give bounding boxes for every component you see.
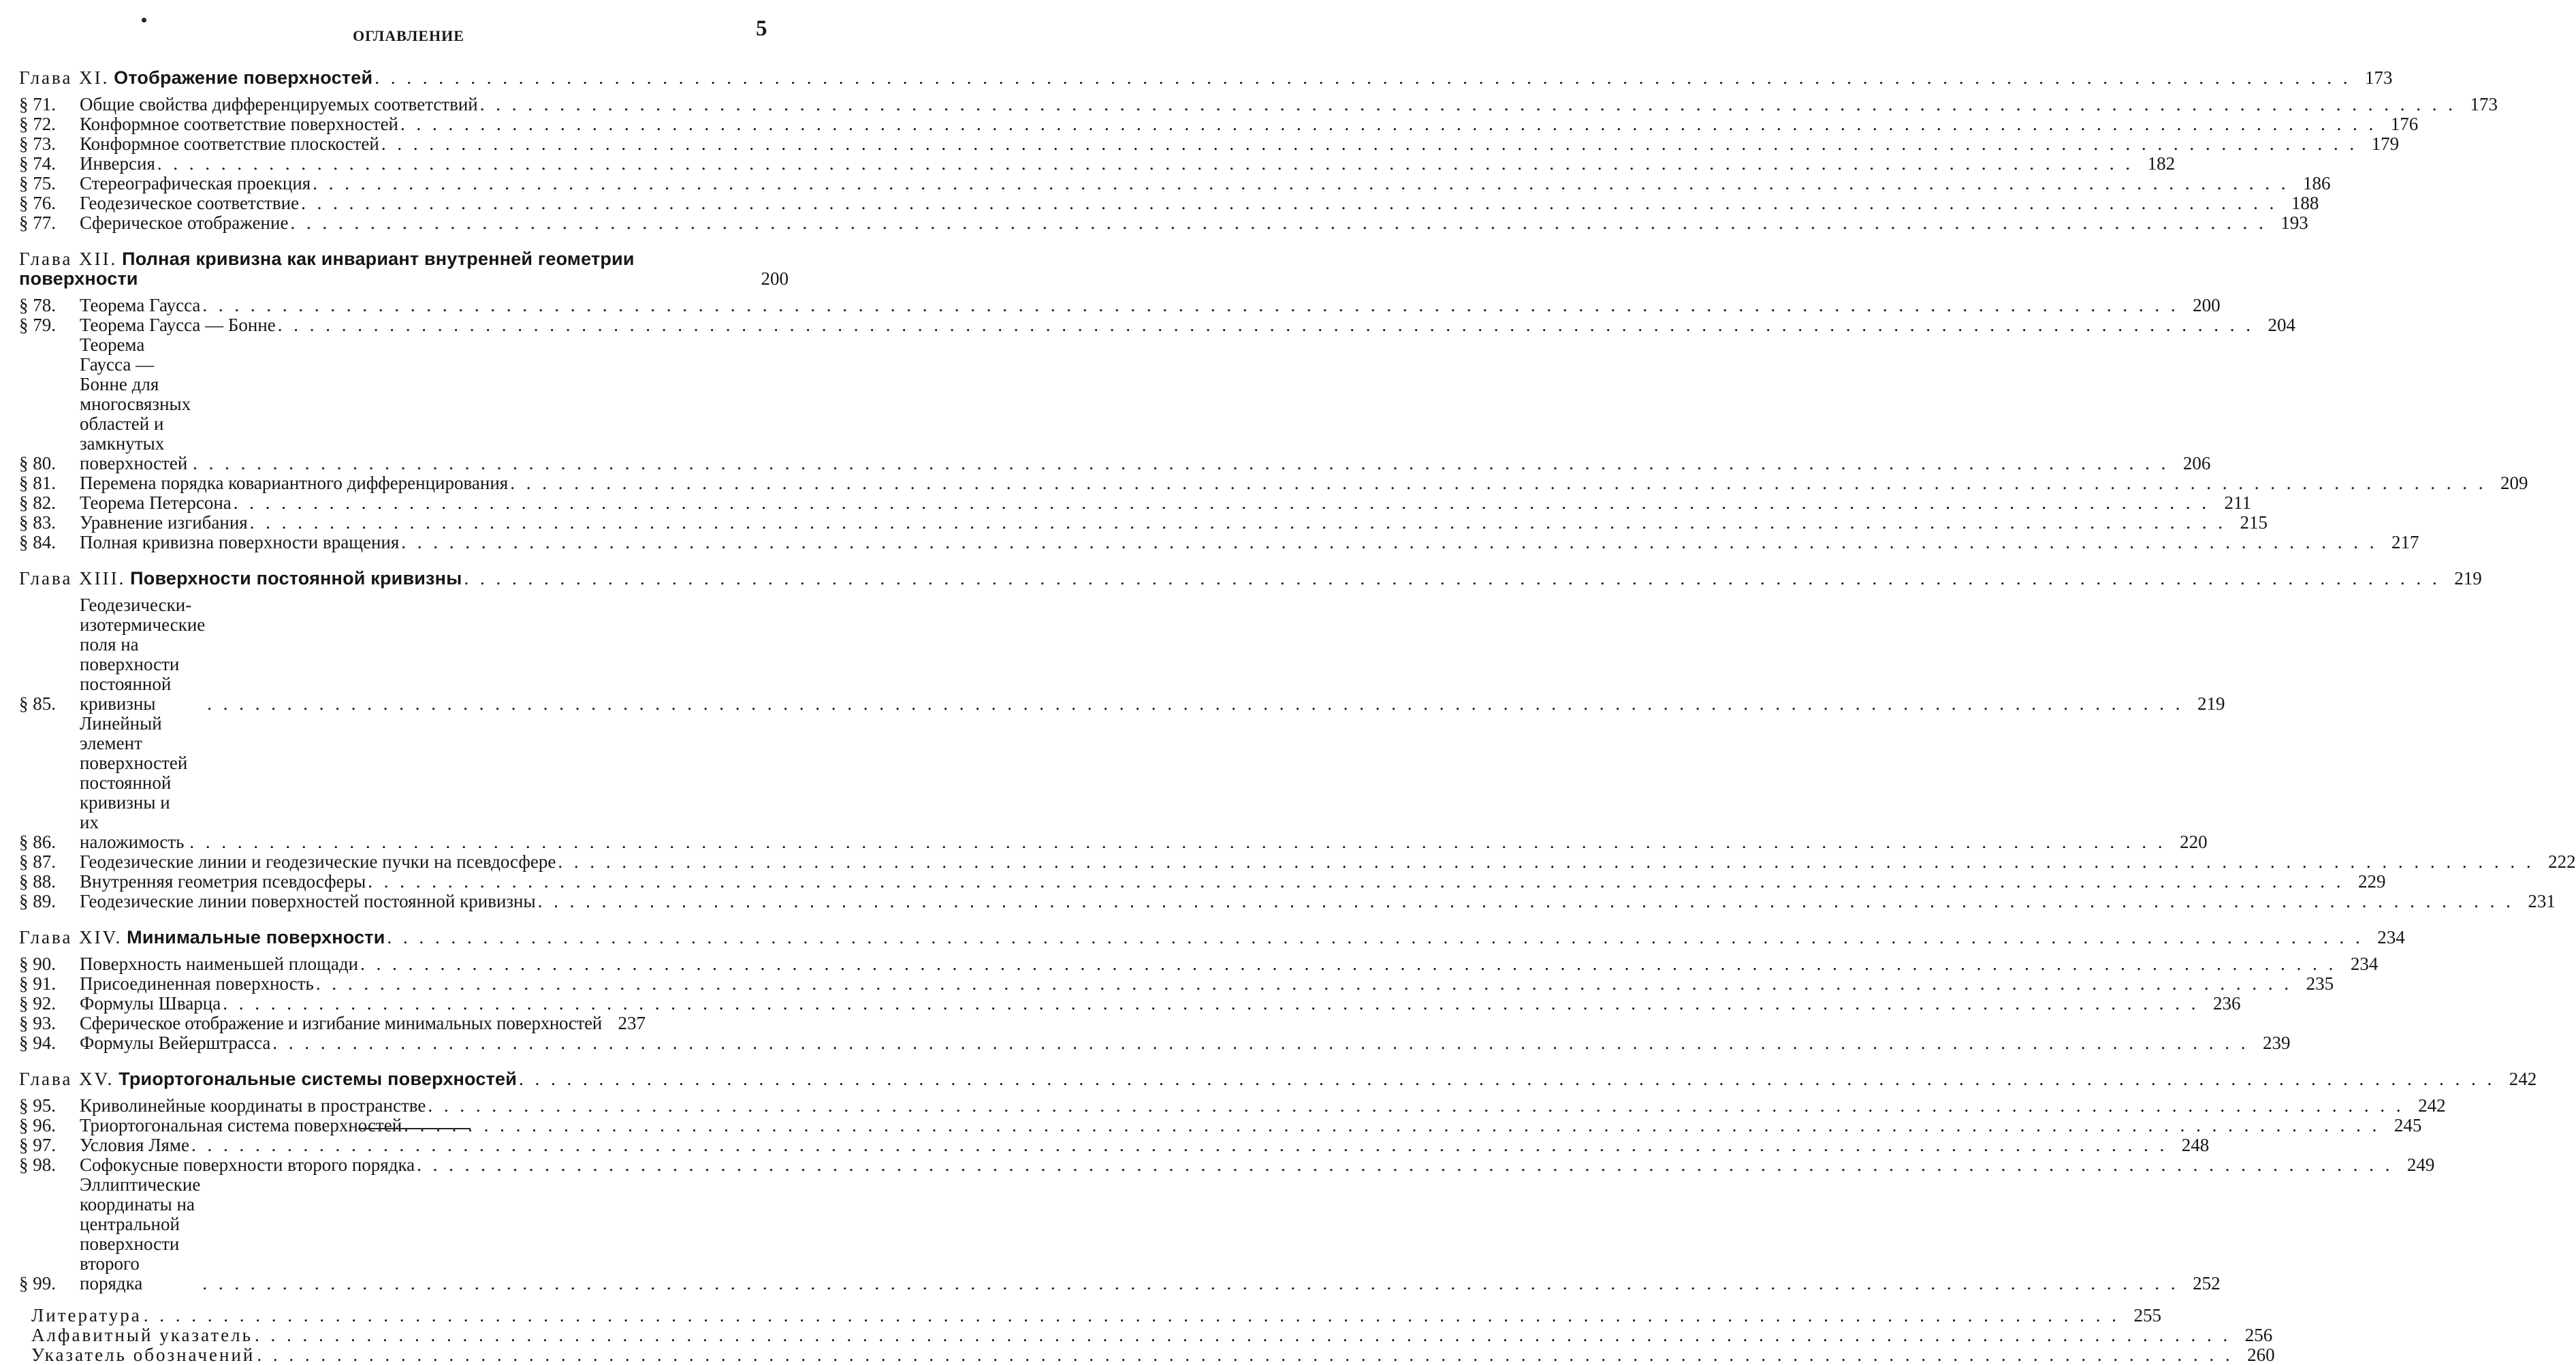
- section-title: Уравнение изгибания: [80, 513, 248, 533]
- table-of-contents: [19, 68, 789, 1365]
- section-title: Условия Ляме: [80, 1135, 189, 1155]
- dot-leader: [538, 892, 2514, 911]
- chapter-12: [19, 249, 789, 552]
- section-page: 248: [2169, 1135, 2209, 1155]
- chapter-page: 242: [2497, 1069, 2537, 1089]
- chapter-heading[interactable]: [19, 68, 789, 88]
- section-page: 235: [2294, 974, 2334, 994]
- toc-entry[interactable]: [19, 335, 789, 473]
- section-page: 252: [2181, 1274, 2221, 1293]
- chapter-label: Глава XI.: [19, 67, 109, 88]
- chapter-label: Глава XIII.: [19, 568, 125, 589]
- toc-entry[interactable]: [19, 954, 789, 974]
- chapter-11: [19, 68, 789, 233]
- dot-leader: [381, 134, 2357, 154]
- section-number: § 98.: [19, 1155, 80, 1175]
- section-number: § 86.: [19, 832, 80, 852]
- back-matter-page: 255: [2122, 1306, 2161, 1325]
- section-title: Геодезические линии и геодезические пучки на псевдосфере: [80, 852, 556, 872]
- dot-leader: [313, 174, 2289, 193]
- dot-leader: [368, 872, 2344, 892]
- section-title: Конформное соответствие плоскостей: [80, 134, 379, 154]
- dot-leader: [250, 513, 2226, 533]
- dot-leader: [290, 213, 2266, 233]
- section-title: Общие свойства дифференцируемых соответствий: [80, 95, 478, 114]
- dot-leader: [360, 954, 2336, 974]
- section-page: 188: [2279, 193, 2319, 213]
- section-title: Геодезические линии поверхностей постоянной кривизны: [80, 892, 536, 911]
- dot-leader: [272, 1033, 2248, 1053]
- toc-entry[interactable]: [19, 473, 789, 493]
- back-matter-title: Литература: [19, 1306, 142, 1325]
- section-title: Полная кривизна поверхности вращения: [80, 533, 399, 552]
- back-matter-title: Указатель обозначений: [19, 1345, 255, 1365]
- toc-entry[interactable]: [19, 595, 789, 714]
- section-page: 217: [2380, 533, 2419, 552]
- section-page: 237: [606, 1014, 646, 1033]
- section-number: § 78.: [19, 296, 80, 315]
- section-title: Теорема Гаусса: [80, 296, 200, 315]
- chapter-title: Поверхности постоянной кривизны: [130, 568, 462, 589]
- section-page: 182: [2135, 154, 2175, 174]
- section-number: § 74.: [19, 154, 80, 174]
- section-page: 242: [2406, 1096, 2446, 1116]
- toc-entry[interactable]: [19, 533, 789, 552]
- section-page: 239: [2251, 1033, 2291, 1053]
- section-number: § 76.: [19, 193, 80, 213]
- section-title: Криволинейные координаты в пространстве: [80, 1096, 426, 1116]
- section-title: Конформное соответствие поверхностей: [80, 114, 398, 134]
- dot-leader: [193, 454, 2169, 473]
- dot-leader: [375, 68, 2351, 88]
- dot-leader: [519, 1069, 2495, 1089]
- page-header: ОГЛАВЛЕНИЕ: [0, 27, 817, 45]
- dot-leader: [255, 1325, 2231, 1345]
- section-title: Формулы Шварца: [80, 994, 221, 1014]
- toc-entry[interactable]: [19, 994, 789, 1014]
- section-title: Эллиптические координаты на центральной поверхности второго порядка: [80, 1175, 200, 1293]
- dot-leader: [202, 1274, 2178, 1293]
- section-title: Перемена порядка ковариантного дифференцирования: [80, 473, 508, 493]
- toc-entry[interactable]: [19, 1135, 789, 1155]
- section-title: Софокусные поверхности второго порядка: [80, 1155, 415, 1175]
- section-number: § 92.: [19, 994, 80, 1014]
- section-number: § 87.: [19, 852, 80, 872]
- section-page: 234: [2338, 954, 2378, 974]
- section-title: Сферическое отображение и изгибание минимальных поверхностей: [80, 1014, 602, 1033]
- section-number: § 85.: [19, 694, 80, 714]
- dot-leader: [387, 928, 2364, 947]
- chapter-heading[interactable]: [19, 928, 789, 947]
- dot-leader: [480, 95, 2456, 114]
- chapter-14: [19, 928, 789, 1053]
- section-number: § 72.: [19, 114, 80, 134]
- section-title: Формулы Вейерштрасса: [80, 1033, 270, 1053]
- chapter-page: 219: [2443, 569, 2482, 589]
- toc-entry[interactable]: [19, 134, 789, 154]
- dot-leader: [257, 1345, 2233, 1365]
- section-title: Теорема Гаусса — Бонне для многосвязных областей и замкнутых поверхностей: [80, 335, 191, 473]
- section-number: § 71.: [19, 95, 80, 114]
- section-title: Геодезическое соответствие: [80, 193, 299, 213]
- section-page: 215: [2228, 513, 2268, 533]
- section-number: § 94.: [19, 1033, 80, 1053]
- dot-leader: [202, 296, 2178, 315]
- toc-entry[interactable]: [19, 174, 789, 193]
- print-speck: [142, 18, 146, 22]
- chapter-15: [19, 1069, 789, 1293]
- toc-entry[interactable]: [19, 193, 789, 213]
- section-number: § 93.: [19, 1014, 80, 1033]
- toc-entry[interactable]: [19, 974, 789, 994]
- page-number: 5: [756, 16, 767, 42]
- dot-leader: [189, 832, 2165, 852]
- section-number: § 73.: [19, 134, 80, 154]
- chapter-heading[interactable]: [19, 569, 789, 589]
- chapter-page: 200: [749, 269, 789, 289]
- back-matter-page: 256: [2233, 1325, 2272, 1345]
- chapter-title: Триортогональные системы поверхностей: [118, 1069, 517, 1089]
- section-title: Инверсия: [80, 154, 155, 174]
- section-number: § 89.: [19, 892, 80, 911]
- chapter-title: Минимальные поверхности: [127, 927, 385, 947]
- dot-leader: [278, 315, 2254, 335]
- chapter-label: Глава XV.: [19, 1069, 114, 1089]
- chapter-heading[interactable]: [19, 1069, 789, 1089]
- chapter-page: 173: [2353, 68, 2393, 88]
- section-number: § 83.: [19, 513, 80, 533]
- section-number: § 77.: [19, 213, 80, 233]
- dot-leader: [510, 473, 2486, 493]
- section-number: § 95.: [19, 1096, 80, 1116]
- section-title: Линейный элемент поверхностей постоянной кривизны и их наложимость: [80, 714, 187, 852]
- section-page: 249: [2395, 1155, 2434, 1175]
- toc-entry[interactable]: [19, 892, 789, 911]
- chapter-page: 234: [2366, 928, 2405, 947]
- section-page: 176: [2379, 114, 2418, 134]
- section-page: 245: [2382, 1116, 2421, 1135]
- dot-leader: [428, 1096, 2404, 1116]
- toc-entry[interactable]: [19, 114, 789, 134]
- section-number: § 81.: [19, 473, 80, 493]
- section-number: § 82.: [19, 493, 80, 513]
- toc-entry[interactable]: [19, 296, 789, 315]
- section-number: § 75.: [19, 174, 80, 193]
- section-page: 206: [2171, 454, 2210, 473]
- section-title: Стереографическая проекция: [80, 174, 311, 193]
- dot-leader: [157, 154, 2133, 174]
- dot-leader: [417, 1155, 2393, 1175]
- section-title: Присоединенная поверхность: [80, 974, 314, 994]
- dot-leader: [144, 1306, 2120, 1325]
- page: [0, 0, 817, 1301]
- dot-leader: [404, 1116, 2380, 1135]
- section-number: § 96.: [19, 1116, 80, 1135]
- section-page: 173: [2458, 95, 2498, 114]
- section-number: § 84.: [19, 533, 80, 552]
- toc-entry[interactable]: [19, 95, 789, 114]
- section-title: Поверхность наименьшей площади: [80, 954, 358, 974]
- chapter-title: Полная кривизна как инвариант внутренней геометрии поверхности: [19, 249, 635, 289]
- section-number: § 99.: [19, 1274, 80, 1293]
- dot-leader: [223, 994, 2199, 1014]
- section-page: 193: [2269, 213, 2308, 233]
- dot-leader: [400, 114, 2376, 134]
- section-page: 209: [2488, 473, 2528, 493]
- toc-entry[interactable]: [19, 1175, 789, 1293]
- section-number: § 91.: [19, 974, 80, 994]
- section-page: 200: [2181, 296, 2221, 315]
- chapter-label: Глава XIV.: [19, 927, 122, 947]
- section-number: § 97.: [19, 1135, 80, 1155]
- toc-entry[interactable]: [19, 213, 789, 233]
- section-title: Геодезически-изотермические поля на поверхности постоянной кривизны: [80, 595, 205, 714]
- dot-leader: [401, 533, 2377, 552]
- section-page: 204: [2256, 315, 2295, 335]
- section-page: 186: [2291, 174, 2330, 193]
- end-rule: [358, 1128, 471, 1129]
- section-title: Триортогональная система поверхностей: [80, 1116, 402, 1135]
- section-page: 229: [2346, 872, 2385, 892]
- dot-leader: [234, 493, 2210, 513]
- section-page: 222: [2537, 852, 2576, 872]
- section-page: 219: [2186, 694, 2225, 714]
- dot-leader: [316, 974, 2292, 994]
- section-page: 231: [2516, 892, 2556, 911]
- dot-leader: [558, 852, 2534, 872]
- dot-leader: [464, 569, 2440, 589]
- toc-entry[interactable]: [19, 1155, 789, 1175]
- dot-leader: [191, 1135, 2167, 1155]
- section-page: 211: [2212, 493, 2251, 513]
- toc-entry[interactable]: [19, 872, 789, 892]
- dot-leader: [207, 694, 2183, 714]
- toc-entry[interactable]: [19, 852, 789, 872]
- toc-entry[interactable]: [19, 154, 789, 174]
- dot-leader: [301, 193, 2277, 213]
- section-page: 220: [2168, 832, 2208, 852]
- section-title: Теорема Гаусса — Бонне: [80, 315, 276, 335]
- toc-entry[interactable]: [19, 1345, 789, 1365]
- chapter-heading[interactable]: [19, 249, 789, 289]
- section-page: 236: [2201, 994, 2240, 1014]
- toc-entry[interactable]: [19, 493, 789, 513]
- back-matter-page: 260: [2236, 1345, 2275, 1365]
- toc-entry[interactable]: [19, 513, 789, 533]
- section-number: § 80.: [19, 454, 80, 473]
- chapter-title: Отображение поверхностей: [114, 67, 372, 88]
- toc-entry[interactable]: [19, 714, 789, 852]
- section-title: Внутренняя геометрия псевдосферы: [80, 872, 366, 892]
- toc-entry[interactable]: [19, 1306, 789, 1325]
- toc-entry[interactable]: [19, 1014, 789, 1033]
- section-page: 179: [2359, 134, 2399, 154]
- section-number: § 90.: [19, 954, 80, 974]
- section-number: § 79.: [19, 315, 80, 335]
- chapter-label: Глава XII.: [19, 249, 117, 269]
- section-number: § 88.: [19, 872, 80, 892]
- section-title: Теорема Петерсона: [80, 493, 232, 513]
- back-matter-title: Алфавитный указатель: [19, 1325, 253, 1345]
- toc-entry[interactable]: [19, 1116, 789, 1135]
- section-title: Сферическое отображение: [80, 213, 288, 233]
- chapter-13: [19, 569, 789, 911]
- toc-entry[interactable]: [19, 1325, 789, 1345]
- toc-entry[interactable]: [19, 1033, 789, 1053]
- toc-entry[interactable]: [19, 315, 789, 335]
- back-matter: [19, 1306, 789, 1365]
- toc-entry[interactable]: [19, 1096, 789, 1116]
